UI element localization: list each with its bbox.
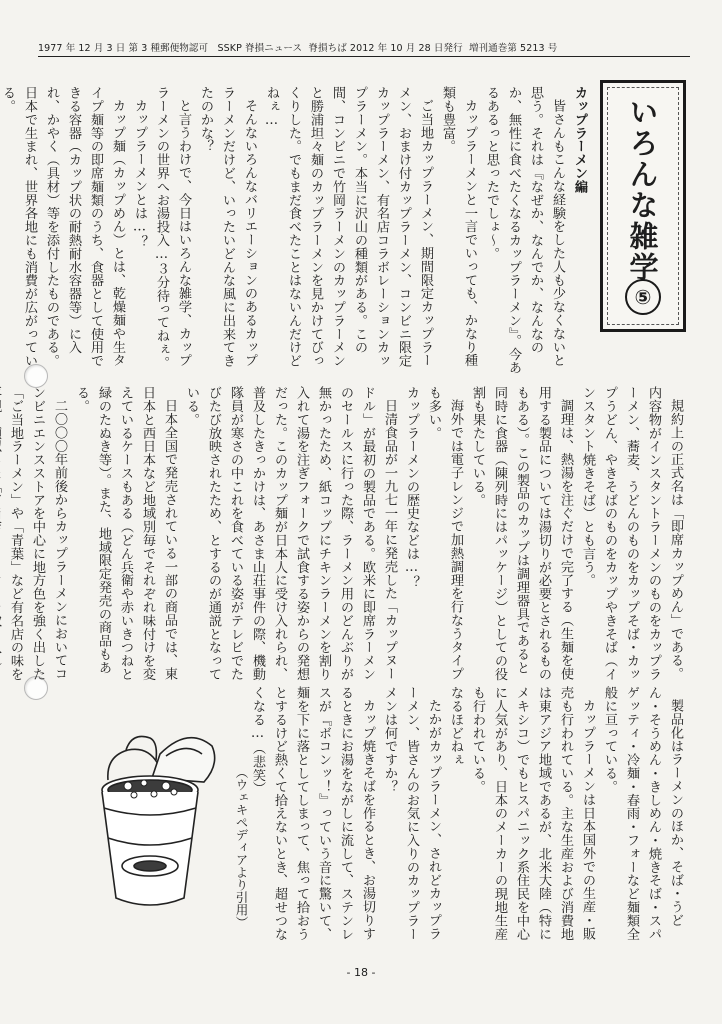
page-title: いろんな雑学 — [625, 97, 660, 283]
paragraph: ご当地カップラーメン、期間限定カップラーメン、おまけ付カップラーメン、コンビニ限定カップラーメン、有名店コラボレーションカップラーメン。本当に沢山の種類がある。この間、コンビニで竹岡ラーメンのカップラーメンと勝浦坦々麺のカップラーメンを見かけてびっくりした。でもまだ食べたことはないんだけどねぇ… — [264, 86, 433, 368]
paragraph: なるほどねぇ — [448, 686, 463, 767]
postal-permit: 1977 年 12 月 3 日 第 3 種郵便物認可 — [38, 43, 209, 54]
paragraph: カップラーメンと一言でいっても、かなり種類も豊富。 — [440, 86, 477, 368]
paragraph: カップラーメンの歴史などは…？ — [404, 386, 419, 589]
issue-number: 増刊通巻第 5213 号 — [468, 43, 558, 54]
issue-date: 脊損ちば 2012 年 10 月 28 日発行 — [308, 43, 463, 54]
series-number: ⑤ — [625, 279, 661, 315]
paragraph: 製品化はラーメンのほか、そば・うどん・そうめん・きしめん・焼きそば・スパゲッティ・冷麺・春雨・フォーなど麺類全般に亘っている。 — [602, 686, 683, 941]
citation: （ウェキペディアより引用） — [234, 766, 249, 929]
paragraph: カップラーメンとは…？ — [132, 99, 147, 249]
newsletter-name: SSKP 脊損ニュース — [217, 43, 303, 54]
paragraph: 日本全国で発売されている一部の商品では、東日本と西日本など地域別毎でそれぞれ味付けを変えているケースもある（どん兵衛や赤いきつねと緑のたぬき等）。また、地域限定発売の商品もある。 — [74, 386, 177, 681]
title-box — [600, 80, 686, 332]
upper-article-column — [0, 86, 590, 380]
lower-article-column-bottom — [250, 686, 686, 950]
paragraph: そんないろんなバリエーションのあるカップラーメンだけど、いったいどんな風に出来てきたのかな？ — [198, 86, 257, 368]
paragraph: カップ焼きそばを作るとき、お湯切りするときにお湯をながしに流して、ステンレスが『ボコンッ！』っていう音に驚いて、麺を下に落としてしまって、焦って拾おうとするけど熱くて拾えないとき、超せつなくなる…（悲笑） — [250, 686, 375, 941]
page-header — [38, 40, 688, 54]
section-heading: カップラーメン編 — [572, 86, 587, 194]
page-number: - 18 - — [346, 966, 376, 979]
cup-noodle-illustration — [86, 720, 246, 920]
paragraph: 二〇〇〇年前後からカップラーメンにおいてコンビニエンスストアを中心に地方色を強く出した「ご当地ラーメン」や「青葉」など有名店の味を — [8, 386, 67, 681]
paragraph: 調理は、熱湯を注ぐだけで完了する（生麺を使用する製品については湯切りが必要とされるものもある）。この製品のカップは調理器具であると同時に食器（陳列時にはパッケージ）としての役割も果たしている。 — [470, 386, 573, 681]
paragraph: カップ麺（カップめん）とは、乾燥麺や生タイプ麺等の即席麺類のうち、食器として使用できる容器（カップ状の耐熱耐水容器等）に入れ、かやく（具材）等を添付したものである。日本で生まれ、世界各地にも消費が広がっている。 — [0, 86, 125, 368]
paragraph: 海外では電子レンジで加熱調理を行なうタイプも多い。 — [426, 386, 463, 681]
paragraph: カップラーメンは日本国外での生産・販売も行われている。主な生産および消費地は東アジア地域であるが、北米大陸（特にメキシコ）でもヒスパニック系住民を中心に人気があり、日本のメーカーの現地生産も行われている。 — [470, 686, 595, 941]
paragraph: と言うわけで、今日はいろんな雑学、カップラーメンの世界へお湯投入…３分待ってねぇ。 — [154, 86, 191, 370]
paragraph: たかがカップラーメン、されどカップラーメン、皆さんのお気に入りのカップラーメンは何ですか？ — [382, 686, 441, 941]
paragraph: 規約上の正式名は「即席カップめん」である。内容物がインスタントラーメンのものをカップラーメン、蕎麦、うどんのものをカップそば・カップうどん、やきそばのものをカップやきそば（インスタント焼きそば）とも言う。 — [580, 386, 683, 681]
paragraph: 皆さんもこんな経験をした人も少なくないと思う。それは『なぜか、なんでか、なんなのか、無性に食べたくなるカップラーメン』。今あるあるっと思ったでしょ～。 — [484, 86, 565, 375]
header-rule — [38, 56, 690, 57]
paragraph: 日清食品が一九七一年に発売した「カップヌードル」が最初の製品である。欧米に即席ラーメンのセールスに行った際、ラーメン用のどんぶりが無かったため、紙コップにチキンラーメンを割り入れて湯を注ぎフォークで試食する姿からの発想だった。このカップ麺が日本人に受け入れられ、普及したきっかけは、あさま山荘事件の際、機動隊員が寒さの中これを食べている姿がテレビでたびたび放映されたため、とするのが通説となっている。 — [184, 386, 397, 681]
lower-article-column-top — [8, 386, 686, 682]
